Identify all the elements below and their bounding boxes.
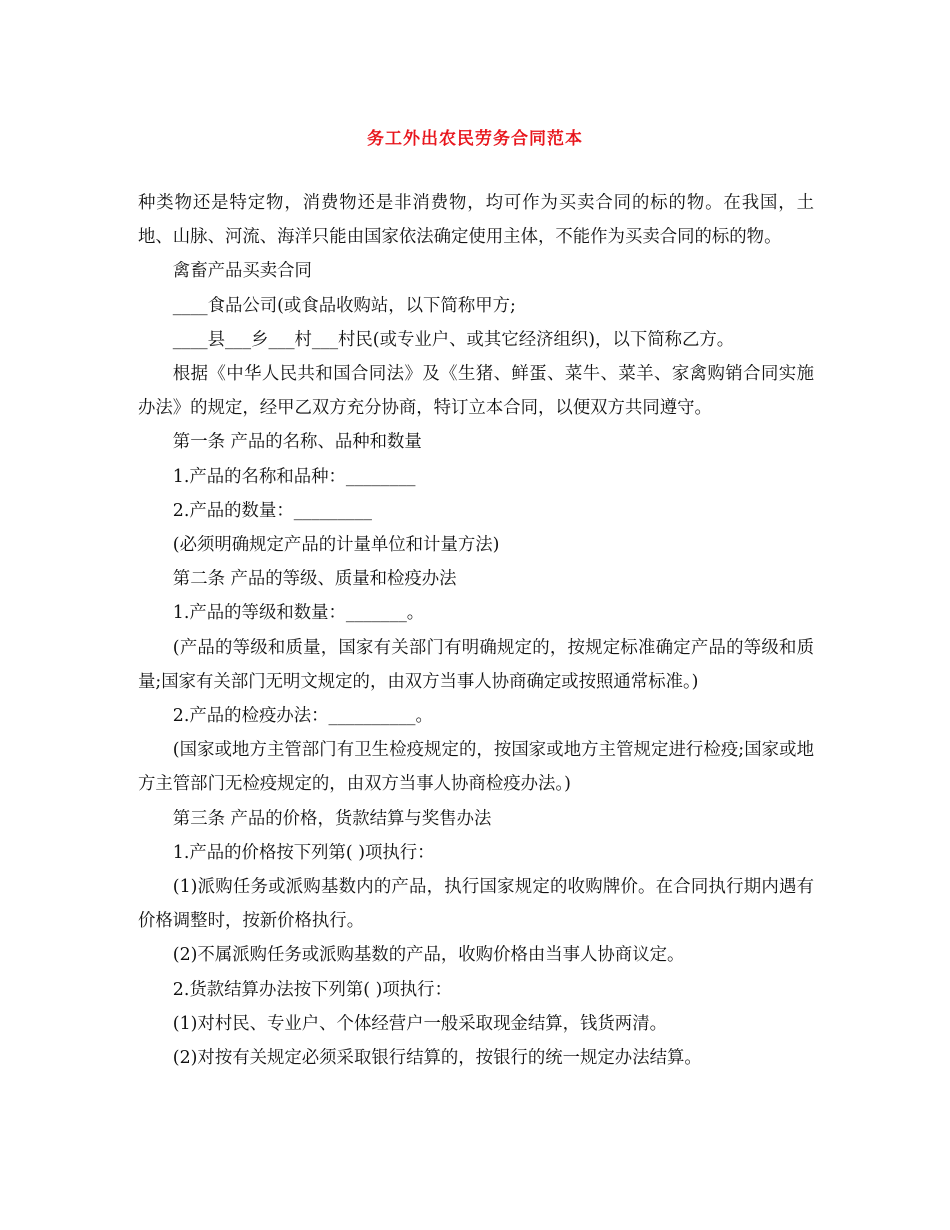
document-body <box>138 186 814 1075</box>
article-1-note: (必须明确规定产品的计量单位和计量方法) <box>172 535 500 556</box>
article-3-item-1-option-1: (1)派购任务或派购基数内的产品，执行国家规定的收购牌价。在合同执行期内遇有价格调整时，按新价格执行。 <box>138 877 814 932</box>
article-1-item-2: 2.产品的数量：_________ <box>172 500 372 521</box>
article-1-heading: 第一条 产品的名称、品种和数量 <box>172 432 422 453</box>
article-3-item-2-option-2: (2)对按有关规定必须采取银行结算的，按银行的统一规定办法结算。 <box>172 1048 702 1069</box>
article-2-note-2: (国家或地方主管部门有卫生检疫规定的，按国家或地方主管规定进行检疫;国家或地方主管部门无检疫规定的，由双方当事人协商检疫办法。) <box>138 740 814 795</box>
article-3-item-1-option-2: (2)不属派购任务或派购基数的产品，收购价格由当事人协商议定。 <box>172 945 685 966</box>
article-1-item-1: 1.产品的名称和品种：________ <box>172 466 416 487</box>
document-title: 务工外出农民劳务合同范本 <box>367 129 583 149</box>
paragraph-intro: 种类物还是特定物，消费物还是非消费物，均可作为买卖合同的标的物。在我国，土地、山脉、河流、海洋只能由国家依法确定使用主体，不能作为买卖合同的标的物。 <box>138 193 814 248</box>
article-3-item-1: 1.产品的价格按下列第( )项执行： <box>172 842 435 863</box>
legal-basis-paragraph: 根据《中华人民共和国合同法》及《生猪、鲜蛋、菜牛、菜羊、家禽购销合同实施办法》的规定，经甲乙双方充分协商，特订立本合同，以便双方共同遵守。 <box>138 364 814 419</box>
article-2-item-2: 2.产品的检疫办法：__________。 <box>172 706 433 727</box>
article-3-item-2-option-1: (1)对村民、专业户、个体经营户一般采取现金结算，钱货两清。 <box>172 1013 667 1034</box>
contract-heading: 禽畜产品买卖合同 <box>172 261 312 282</box>
article-2-note-1: (产品的等级和质量，国家有关部门有明确规定的，按规定标准确定产品的等级和质量;国家有关部门无明文规定的，由双方当事人协商确定或按照通常标准。) <box>138 637 814 692</box>
party-b-line: ____县___乡___村___村民(或专业户、或其它经济组织)，以下简称乙方。 <box>172 329 735 350</box>
article-3-heading: 第三条 产品的价格，货款结算与奖售办法 <box>172 808 492 829</box>
article-3-item-2: 2.货款结算办法按下列第( )项执行： <box>172 979 452 1000</box>
article-2-heading: 第二条 产品的等级、质量和检疫办法 <box>172 569 457 590</box>
party-a-line: ____食品公司(或食品收购站，以下简称甲方; <box>172 295 516 316</box>
article-2-item-1: 1.产品的等级和数量：_______。 <box>172 603 425 624</box>
